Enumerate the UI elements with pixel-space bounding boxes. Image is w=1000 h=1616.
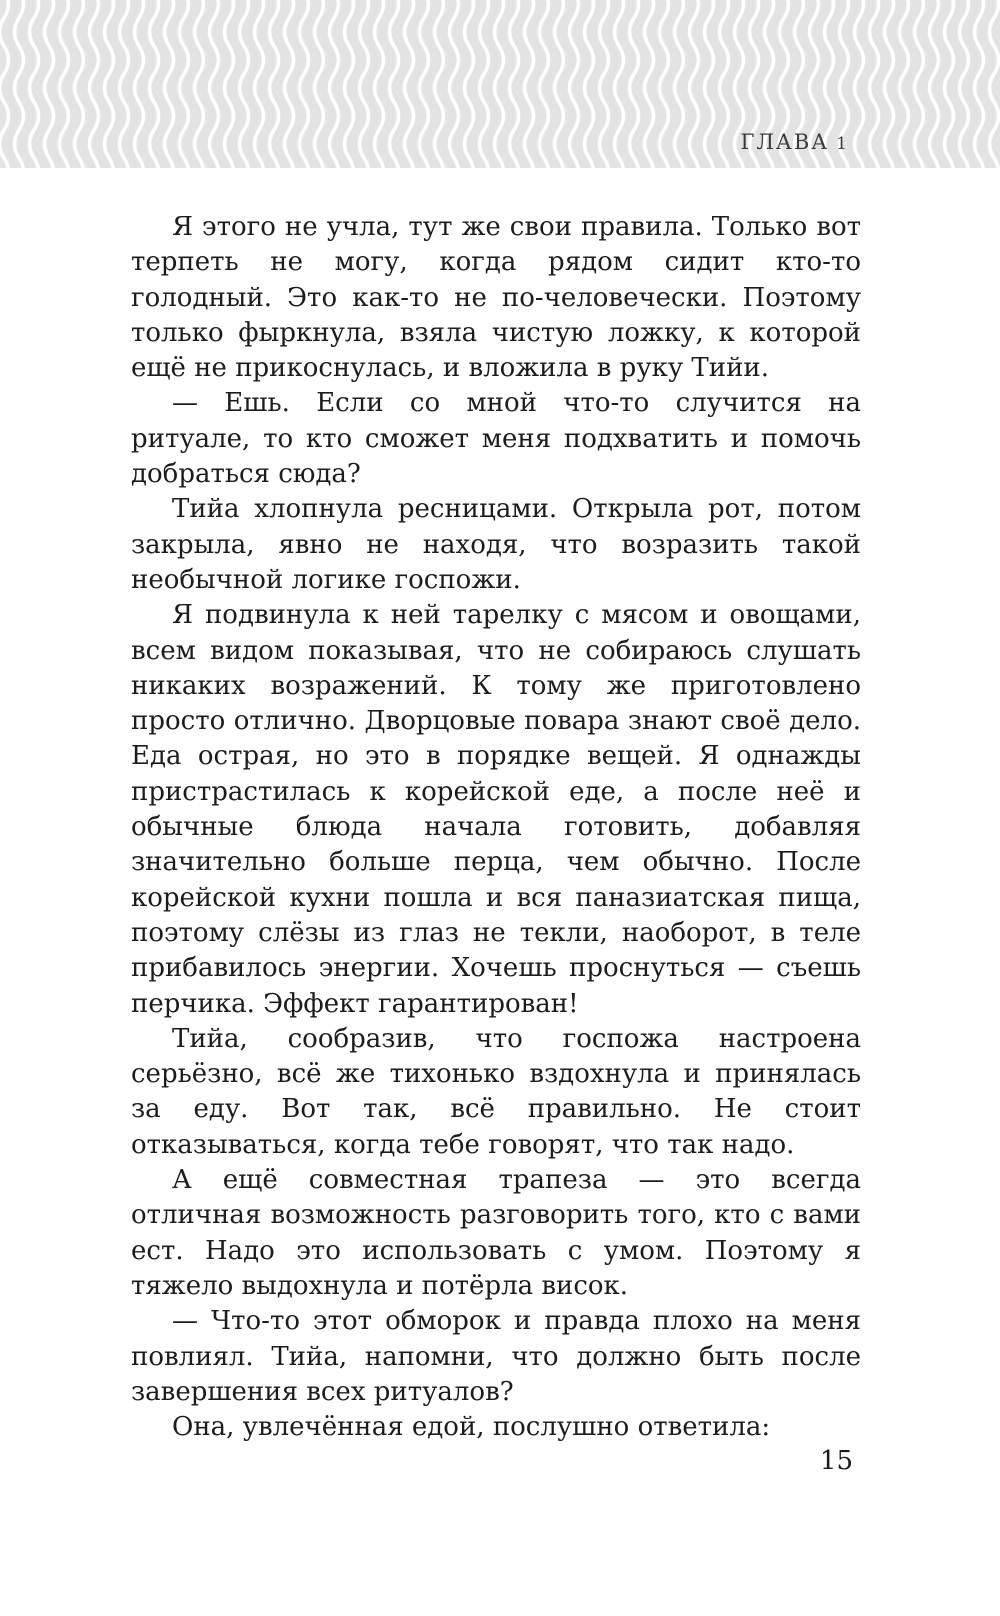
paragraph: Она, увлечённая едой, послушно ответила:: [172, 1412, 771, 1443]
wave-pattern-decoration: [0, 0, 1000, 168]
paragraph: Я подвинула к ней тарелку с мясом и овощами, всем видом показывая, что не собираюсь слушать никаких возражений. К тому же приготовлено просто отлично. Дворцовые повара знают своё дело. Еда острая, но это в порядке вещей. Я однажды пристрастилась к корейской еде, а после неё и обычные блюда начала готовить, добавляя значительно больше перца, чем обычно. После корейской кухни пошла и вся паназиатская пища, поэтому слёзы из глаз не текли, наоборот, в теле прибавилось энергии. Хочешь проснуться — съешь перчика. Эффект гарантирован!: [131, 600, 861, 1019]
chapter-header: [0, 0, 1000, 168]
paragraph: Я этого не учла, тут же свои правила. Только вот терпеть не могу, когда рядом сидит кто-то голодный. Это как-то не по-человечески. Поэтому только фыркнула, взяла чистую ложку, к которой ещё не прикоснулась, и вложила в руку Тийи.: [131, 212, 861, 384]
chapter-word: ГЛАВА: [740, 130, 830, 154]
page-number: 15: [819, 1446, 853, 1476]
paragraph: А ещё совместная трапеза — это всегда отличная возможность разговорить того, кто с вами ест. Надо это использовать с умом. Поэтому я тяжело выдохнула и потёрла висок.: [131, 1165, 861, 1301]
paragraph: Тийа хлопнула ресницами. Открыла рот, потом закрыла, явно не находя, что возразить такой необычной логике госпожи.: [131, 494, 861, 595]
paragraph: — Ешь. Если со мной что-то случится на ритуале, то кто сможет меня подхватить и помочь добраться сюда?: [131, 388, 861, 490]
paragraph: Тийа, сообразив, что госпожа настроена серьёзно, всё же тихонько вздохнула и принялась за еду. Вот так, всё правильно. Не стоит отказываться, когда тебе говорят, что так надо.: [131, 1023, 861, 1160]
paragraph: — Что-то этот обморок и правда плохо на меня повлиял. Тийа, напомни, что должно быть после завершения всех ритуалов?: [131, 1306, 861, 1407]
chapter-number: 1: [836, 134, 848, 154]
chapter-title: [741, 130, 849, 156]
page-text: [131, 210, 861, 1445]
